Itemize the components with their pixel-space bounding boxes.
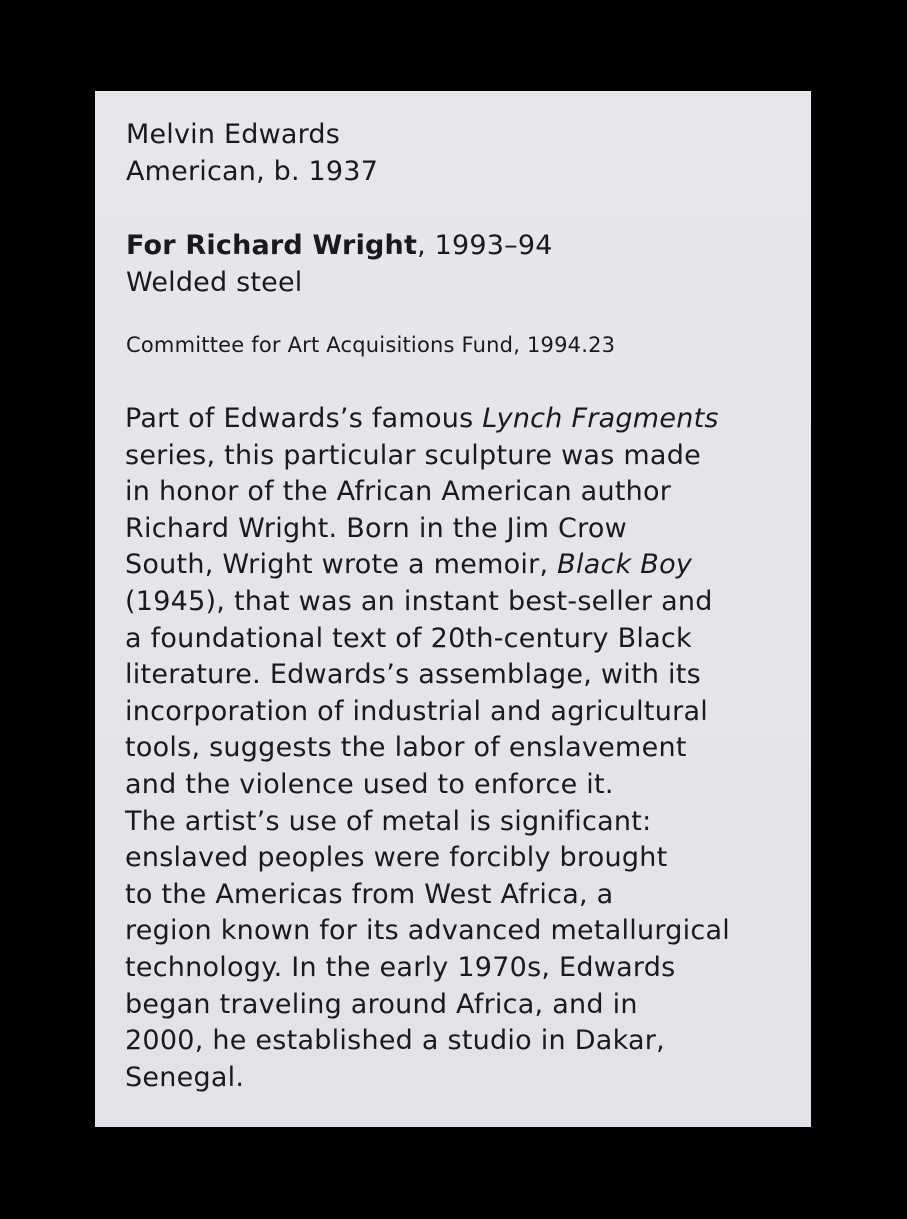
description-line [125, 474, 805, 511]
description-line [125, 804, 805, 841]
description-text-segment: to the Americas from West Africa, a [125, 878, 614, 910]
description-line [125, 767, 805, 804]
description-line [125, 694, 805, 731]
description-text-segment: technology. In the early 1970s, Edwards [125, 951, 676, 983]
description-text-segment: and the violence used to enforce it. [125, 768, 614, 800]
description-text [125, 401, 805, 1096]
description-text-segment: Part of Edwards’s famous [125, 403, 483, 434]
italic-title-segment: Black Boy [557, 549, 693, 581]
description-text-segment: tools, suggests the labor of enslavement [125, 732, 687, 764]
artist-nationality: American, b. 1937 [126, 156, 379, 187]
museum-wall-label [95, 91, 811, 1127]
description-line [125, 657, 805, 694]
description-text-segment: literature. Edwards’s assemblage, with its [125, 659, 701, 691]
artwork-medium: Welded steel [126, 267, 303, 298]
artwork-block [126, 227, 553, 301]
description-line [125, 547, 805, 584]
description-line [125, 1023, 805, 1060]
description-text-segment: in honor of the African American author [125, 476, 672, 508]
description-text-segment: series, this particular sculpture was made [125, 439, 701, 471]
description-line [125, 840, 805, 877]
description-line [125, 401, 805, 438]
description-text-segment: incorporation of industrial and agricultural [125, 695, 709, 727]
description-line [125, 987, 805, 1024]
artwork-title-line [126, 227, 553, 264]
artwork-title: For Richard Wright [126, 230, 418, 261]
artwork-date: , 1993–94 [417, 230, 553, 261]
description-line [125, 584, 805, 621]
description-text-segment: a foundational text of 20th-century Black [125, 622, 692, 654]
description-text-segment: Senegal. [125, 1061, 245, 1093]
italic-title-segment: Lynch Fragments [482, 403, 719, 434]
description-text-segment: began traveling around Africa, and in [125, 988, 638, 1020]
artist-name: Melvin Edwards [126, 119, 341, 150]
description-line [125, 438, 805, 475]
description-line [125, 877, 805, 914]
description-text-segment: The artist’s use of metal is significant: [125, 805, 652, 837]
description-line [125, 1060, 805, 1097]
description-text-segment: South, Wright wrote a memoir, [125, 549, 558, 581]
artist-block [126, 116, 378, 190]
description-line [125, 913, 805, 950]
description-text-segment: region known for its advanced metallurgical [125, 915, 731, 947]
credit-line: Committee for Art Acquisitions Fund, 1994.23 [126, 333, 616, 357]
description-text-segment: 2000, he established a studio in Dakar, [125, 1025, 665, 1057]
description-line [125, 950, 805, 987]
description-line [125, 511, 805, 548]
description-text-segment: (1945), that was an instant best-seller and [125, 585, 713, 617]
description-line [125, 730, 805, 767]
description-text-segment: Richard Wright. Born in the Jim Crow [125, 512, 627, 544]
description-line [125, 621, 805, 658]
description-text-segment: enslaved peoples were forcibly brought [125, 842, 668, 874]
